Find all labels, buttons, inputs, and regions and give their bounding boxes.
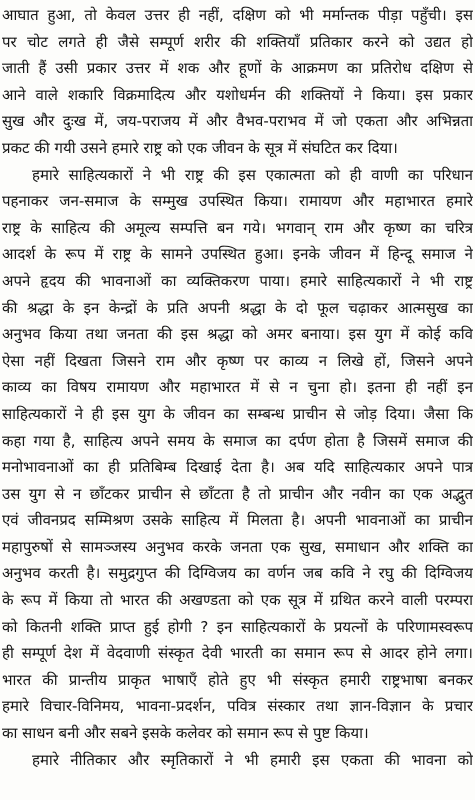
text-line: कहा गया है, साहित्य अपने समय के समाज का दर्पण होता है जिसमें समाज की	[2, 431, 473, 450]
text-line: ही सम्पूर्ण देश में वेदवाणी संस्कृत देवी भारती का समान रूप से आदर होने लगा।	[2, 644, 473, 663]
text-line: एवं जीवनप्रद सम्मिश्रण उसके साहित्य में मिलता है। अपनी भावनाओं का प्राचीन	[2, 511, 473, 530]
text-line: उस युग से न छाँटकर प्राचीन से छाँटता है तो प्राचीन और नवीन का एक अद्भुत	[2, 484, 473, 503]
text-line: अनुभव किया तथा जनता की इस श्रद्धा को अमर बनाया। इस युग में कोई कवि	[2, 325, 473, 344]
text-line: महापुरुषों से सामञ्जस्य अनुभव करके जनता एक सुख, समाधान और शक्ति का	[2, 537, 473, 556]
text-line: आने वाले शकारि विक्रमादित्य और यशोधर्मन की शक्तियों ने किया। इस प्रकार	[2, 85, 473, 104]
text-line: हमारे विचार-विनिमय, भावना-प्रदर्शन, पवित्र संस्कार तथा ज्ञान-विज्ञान के प्रचार	[2, 697, 473, 716]
text-line: हमारे नीतिकार और स्मृतिकारों ने भी हमारी इस एकता की भावना को	[32, 750, 473, 769]
text-line: की श्रद्धा के इन केन्द्रों के प्रति अपनी श्रद्धा के दो फूल चढ़ाकर आत्मसुख का	[2, 298, 473, 317]
text-line: साहित्यकारों ने ही इस युग के जीवन का सम्बन्ध प्राचीन से जोड़ दिया। जैसा कि	[2, 404, 473, 423]
text-line: सुख और दुःख में, जय-पराजय में और वैभव-पराभव में जो एकता और अभिन्नता	[2, 112, 473, 131]
text-line: राष्ट्र के साहित्य की अमूल्य सम्पत्ति बन गये। भगवान् राम और कृष्ण का चरित्र	[2, 218, 473, 237]
text-line: अपने हृदय की भावनाओं का व्यक्तिकरण पाया। हमारे साहित्यकारों ने भी राष्ट्र	[2, 271, 473, 290]
text-line: जाती हैं उसी प्रकार उत्तर में शक और हूणों के आक्रमण का प्रतिरोध दक्षिण से	[2, 59, 473, 78]
text-line: ऐसा नहीं दिखता जिसने राम और कृष्ण पर काव्य न लिखे हों, जिसने अपने	[2, 351, 473, 370]
text-line: पर चोट लगते ही जैसे सम्पूर्ण शरीर की शक्तियाँ प्रतिकार करने को उद्यत हो	[2, 32, 473, 51]
paragraph-1	[2, 2, 473, 162]
text-line: को कितनी शक्ति प्राप्त हुई होगी ? इन साहित्यकारों के प्रयत्नों के परिणामस्वरूप	[2, 617, 473, 636]
text-line: पहनाकर जन-समाज के सम्मुख उपस्थित किया। रामायण और महाभारत हमारे	[2, 192, 473, 211]
text-line: का साधन बनी और सबने इसके कलेवर को समान रूप से पुष्ट किया।	[2, 724, 369, 743]
text-line: अनुभव करती है। समुद्रगुप्त की दिग्विजय का वर्णन जब कवि ने रघु की दिग्विजय	[2, 564, 473, 583]
text-line: प्रकट की गयी उसने हमारे राष्ट्र को एक जीवन के सूत्र में संघटित कर दिया।	[2, 138, 398, 157]
text-line: हमारे साहित्यकारों ने भी राष्ट्र की इस एकात्मता को ही वाणी का परिधान	[32, 165, 473, 184]
text-line: मनोभावनाओं का ही प्रतिबिम्ब दिखाई देता है। अब यदि साहित्यकार अपने पात्र	[2, 458, 473, 477]
paragraph-2	[2, 162, 473, 747]
text-line: के रूप में किया तो भारत की अखण्डता को एक सूत्र में ग्रथित करने वाली परम्परा	[2, 591, 473, 610]
paragraph-3	[2, 747, 473, 774]
text-line: भारत की प्रान्तीय प्राकृत भाषाएँ होते हुए भी संस्कृत हमारी राष्ट्रभाषा बनकर	[2, 670, 473, 689]
text-line: आदर्श के रूप में राष्ट्र के सामने उपस्थित हुआ। इनके जीवन में हिन्दू समाज ने	[2, 245, 473, 264]
text-line: काव्य का विषय रामायण और महाभारत में से न चुना हो। इतना ही नहीं इन	[2, 378, 473, 397]
text-line: आघात हुआ, तो केवल उत्तर ही नहीं, दक्षिण को भी मर्मान्तक पीड़ा पहुँची। इस	[2, 6, 473, 24]
